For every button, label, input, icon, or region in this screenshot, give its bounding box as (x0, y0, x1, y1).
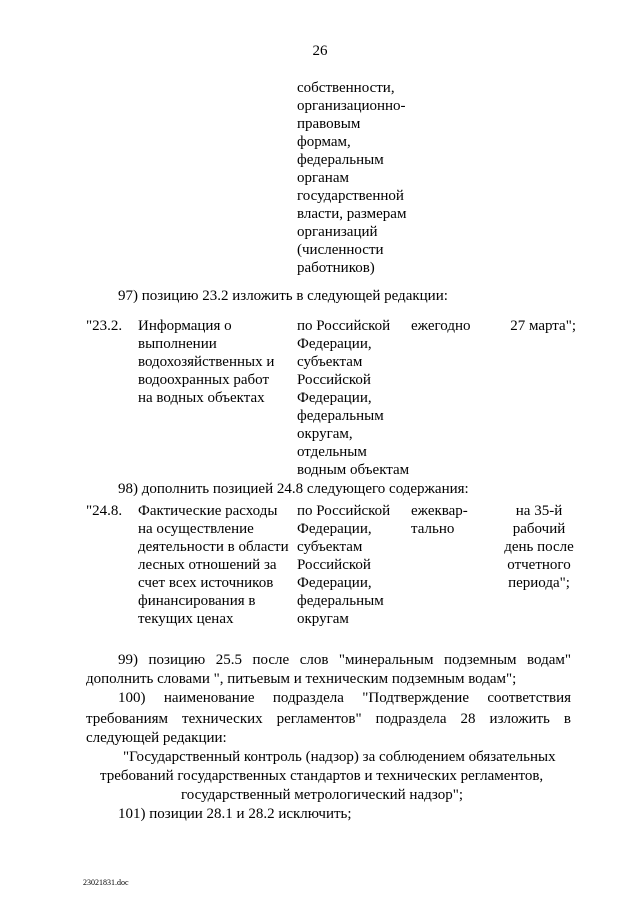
description-line: Информация о (138, 318, 232, 334)
breakdown-line: по Российской (297, 318, 391, 334)
breakdown-line: Федерации, (297, 575, 372, 591)
breakdown-line: субъектам (297, 354, 363, 370)
frequency-line: ежеквар- (411, 503, 468, 519)
row-24-8-deadline (496, 502, 582, 592)
frequency-line: ежегодно (411, 318, 471, 334)
description-line: Фактические расходы (138, 503, 278, 519)
breakdown-line: Федерации, (297, 336, 372, 352)
continuation-line: власти, размерам (297, 206, 407, 222)
item-101: 101) позиции 28.1 и 28.2 исключить; (118, 806, 352, 822)
breakdown-line: субъектам (297, 539, 363, 555)
row-23-2-description (138, 317, 274, 407)
row-23-2-frequency (411, 317, 471, 335)
footer-filename: 23021831.doc (83, 878, 129, 887)
continuation-cell (297, 79, 406, 277)
item-100-line-2: требованиям технических регламентов" подраздела 28 изложить в (86, 711, 571, 727)
continuation-line: организационно- (297, 98, 406, 114)
frequency-line: тально (411, 521, 455, 537)
breakdown-line: водным объектам (297, 462, 410, 478)
description-line: на водных объектах (138, 390, 265, 406)
deadline-line: рабочий (512, 521, 566, 537)
item-97: 97) позицию 23.2 изложить в следующей редакции: (118, 288, 448, 304)
breakdown-line: округам (297, 611, 349, 627)
breakdown-line: по Российской (297, 503, 391, 519)
breakdown-line: Федерации, (297, 521, 372, 537)
row-23-2-breakdown (297, 317, 409, 479)
item-100-line-1: 100) наименование подраздела "Подтверждение соответствия (118, 690, 571, 706)
continuation-line: собственности, (297, 80, 395, 96)
quote-line-2: требований государственных стандартов и технических регламентов, (100, 768, 544, 784)
deadline-line: периода"; (508, 575, 570, 591)
item-98: 98) дополнить позицией 24.8 следующего содержания: (118, 481, 469, 497)
deadline-line: отчетного (507, 557, 571, 573)
row-23-2-deadline (480, 317, 576, 335)
row-24-8-frequency (411, 502, 468, 538)
description-line: финансирования в (138, 593, 256, 609)
breakdown-line: округам, (297, 426, 353, 442)
item-99-line-1: 99) позицию 25.5 после слов "минеральным подземным водам" (118, 652, 571, 668)
continuation-line: (численности (297, 242, 384, 258)
row-23-2-number: "23.2. (86, 318, 123, 334)
continuation-line: работников) (297, 260, 375, 276)
breakdown-line: отдельным (297, 444, 367, 460)
quote-line-3: государственный метрологический надзор"; (181, 787, 464, 803)
description-line: счет всех источников (138, 575, 274, 591)
row-24-8-description (138, 502, 289, 628)
description-line: лесных отношений за (138, 557, 277, 573)
description-line: водоохранных работ (138, 372, 269, 388)
page-number: 26 (312, 43, 328, 59)
continuation-line: правовым (297, 116, 361, 132)
deadline-line: на 35-й (515, 503, 563, 519)
continuation-line: организаций (297, 224, 378, 240)
item-100-line-3: следующей редакции: (86, 730, 227, 746)
continuation-line: государственной (297, 188, 404, 204)
item-99-line-2: дополнить словами ", питьевым и техническим подземным водам"; (86, 671, 517, 687)
description-line: на осуществление (138, 521, 254, 537)
description-line: водохозяйственных и (138, 354, 275, 370)
continuation-line: федеральным (297, 152, 384, 168)
breakdown-line: Российской (297, 557, 371, 573)
breakdown-line: федеральным (297, 408, 384, 424)
breakdown-line: Федерации, (297, 390, 372, 406)
breakdown-line: федеральным (297, 593, 384, 609)
deadline-line: день после (504, 539, 574, 555)
row-24-8-breakdown (297, 502, 390, 628)
description-line: текущих ценах (138, 611, 234, 627)
breakdown-line: Российской (297, 372, 371, 388)
continuation-line: органам (297, 170, 349, 186)
deadline-line: 27 марта"; (510, 318, 576, 334)
description-line: деятельности в области (138, 539, 289, 555)
quote-line-1: "Государственный контроль (надзор) за соблюдением обязательных (123, 749, 556, 765)
description-line: выполнении (138, 336, 217, 352)
row-24-8-number: "24.8. (86, 503, 123, 519)
continuation-line: формам, (297, 134, 351, 150)
